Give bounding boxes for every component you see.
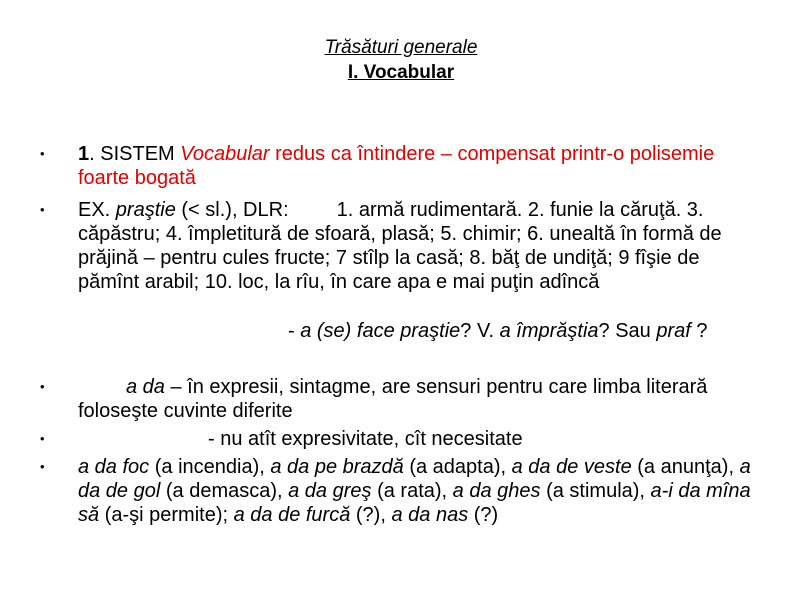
title-line-vocabulary: I. Vocabular [347,62,455,83]
see-also-text: ? V. [460,320,500,342]
or-text: ? Sau [598,320,657,342]
meaning-text: (?), [350,504,392,526]
list-item-text [78,455,758,527]
phrase-a-da: a da [126,376,165,398]
dictionary-meanings: 1. armă rudimentară. 2. funie la căruţă. 3. căpăstru; 4. împletitură de sfoară, plasă; 5. chimir; 6. unealtă în formă de prăjină – pentru cules fructe; 7 stîlp la casă; 8. băţ de undiţă; 9 fîşie de pămînt arabil; 10. loc, la rîu, în care apa e mai puţin adîncă [78,199,722,293]
phrase-a-da-pe-brazda: a da pe brazdă [270,456,404,478]
meaning-text: (a anunţa), [631,456,740,478]
meaning-text: (a incendia), [149,456,271,478]
item-description: - nu atît expresivitate, cît necesitate [208,428,523,450]
item-description: redus ca întindere – compensat printr-o polisemie foarte bogată [78,143,715,189]
phrase-praf: praf [656,320,691,342]
meaning-text: (a adapta), [403,456,512,478]
phrase-a-da-de-furca: a da de furcă [233,504,351,526]
meaning-text: (?) [468,504,499,526]
phrase-a-da-gres: a da greş [288,480,372,502]
bullet-icon: • [40,459,45,474]
bullet-icon: • [40,431,45,446]
question-mark: ? [690,320,708,342]
bullet-list [0,142,800,555]
list-item-text [78,198,758,294]
meaning-text: (a demasca), [160,480,289,502]
bullet-icon: • [40,202,45,217]
slide-title [0,36,800,86]
phrase-a-da-foc: a da foc [78,456,150,478]
term-vocabular: Vocabular [180,143,270,165]
list-item-example [0,198,800,319]
list-item-text [78,427,758,451]
bullet-icon: • [40,146,45,161]
phrase-a-da-ghes: a da ghes [452,480,541,502]
item-description: – în expresii, sintagme, are sensuri pentru care limba literară foloseşte cuvinte diferite [78,376,708,422]
list-item-system [0,142,800,198]
list-item-text [78,142,758,190]
item-number: 1 [78,143,90,165]
phrase-a-imprastia: a împrăştia [499,320,599,342]
item-label-system: . SISTEM [89,143,181,165]
meaning-text: (a rata), [371,480,453,502]
list-item-a-da [0,375,800,427]
example-label: EX. [78,199,116,221]
list-item-expressions [0,455,800,555]
phrase-a-da-de-veste: a da de veste [511,456,632,478]
list-item-continuation [0,319,800,375]
list-item-necessity [0,427,800,455]
phrase-a-i-da-mina-sa: a-i da mîna să [78,480,751,526]
title-line-general-features: Trăsături generale [324,37,478,58]
term-prastie: praştie [115,199,176,221]
bullet-icon: • [40,379,45,394]
list-item-text [78,319,758,343]
phrase-a-se-face-prastie: a (se) face praştie [300,320,461,342]
etymology-source: (< sl.), DLR: [175,199,289,221]
meaning-text: (a stimula), [540,480,651,502]
phrase-a-da-nas: a da nas [391,504,469,526]
phrase-a-da-de-gol: a da de gol [78,456,751,502]
list-item-text [78,375,758,423]
meaning-text: (a-şi permite); [99,504,234,526]
dash: - [288,320,301,342]
